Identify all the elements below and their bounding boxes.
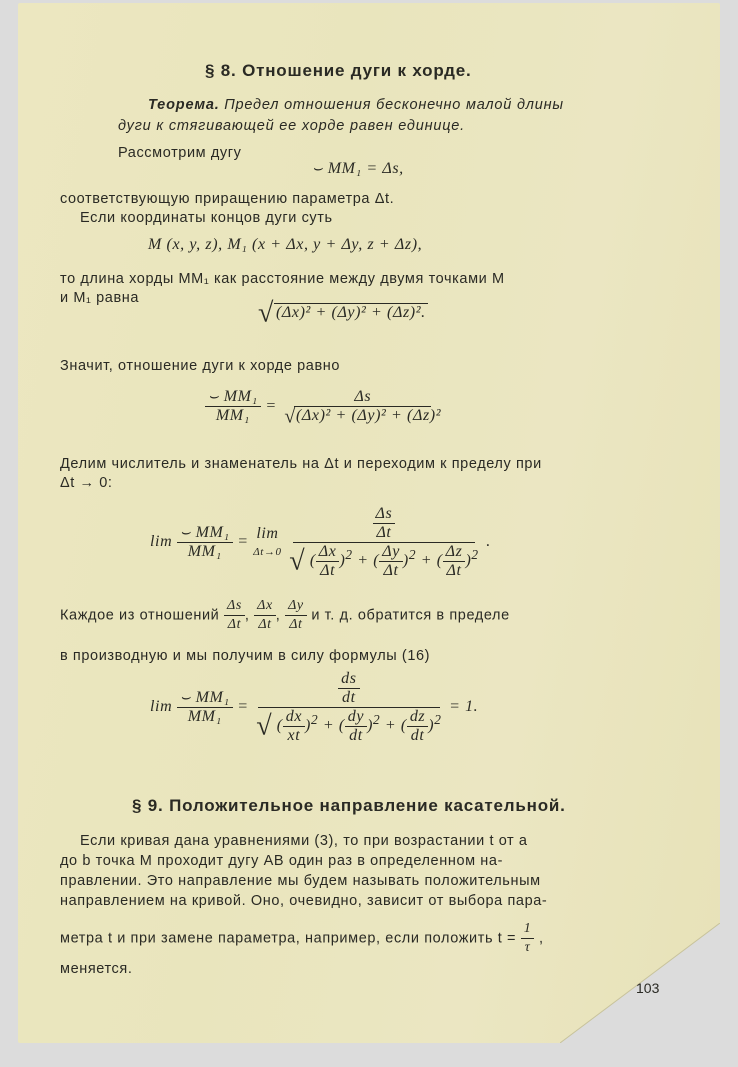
section-9-line-5: метра t и при замене параметра, например, если положить t = $\frac{1}{\tau}$ ,: [60, 921, 544, 955]
paragraph-2: соответствующую приращению параметра Δt.: [60, 191, 395, 207]
section-9-heading: § 9. Положительное направление касательной.: [132, 796, 566, 815]
section-9-final: меняется.: [60, 961, 133, 977]
equation-1: ⌣ MM₁ = Δs,: [312, 160, 404, 177]
section-9-line-2: до b точка M проходит дугу AB один раз в определенном на-: [60, 853, 504, 869]
equation-6: lim $\frac{\text{⌣ MM₁}}{\text{MM₁}}$ = $\frac{ds}{dt}$ √ ( $\frac{dx}{xt}$ )$^2$ + ( $\frac{dy}{dt}$ )$^2$ + ( $\frac{dz}{dt}$ )$^2$ = 1.: [150, 670, 479, 744]
equation-2: M (x, y, z), M₁ (x + Δx, y + Δy, z + Δz),: [148, 236, 423, 253]
section-9-line-4: направлением на кривой. Оно, очевидно, зависит от выбора пара-: [60, 893, 548, 909]
theorem-line-2: дуги к стягивающей ее хорде равен единице.: [118, 118, 465, 134]
paragraph-6-line-1: Делим числитель и знаменатель на Δt и переходим к пределу при: [60, 456, 542, 472]
paragraph-5: Значит, отношение дуги к хорде равно: [60, 358, 341, 374]
section-8-heading: § 8. Отношение дуги к хорде.: [205, 61, 472, 80]
equation-3: √ (Δx)² + (Δy)² + (Δz)².: [258, 297, 426, 329]
paragraph-7: Каждое из отношений $\frac{\Delta s}{\Delta t}$ , $\frac{\Delta x}{\Delta t}$ , $\frac{\Delta y}{\Delta t}$ и т. д. обратится в пределе: [60, 598, 510, 632]
paragraph-3: Если координаты концов дуги суть: [80, 210, 333, 226]
paragraph-6-line-2: Δt → 0:: [60, 475, 113, 491]
section-9-line-3: правлении. Это направление мы будем называть положительным: [60, 873, 541, 889]
section-9-line-1: Если кривая дана уравнениями (3), то при возрастании t от a: [80, 833, 528, 849]
page-number: 103: [636, 980, 660, 996]
paragraph-4-line-2: и M₁ равна: [60, 290, 140, 306]
paragraph-4-line-1: то длина хорды MM₁ как расстояние между двумя точками M: [60, 271, 505, 287]
theorem-label: Теорема.: [148, 97, 220, 113]
paragraph-8: в производную и мы получим в силу формулы (16): [60, 648, 431, 664]
radical-icon: √: [258, 297, 274, 329]
equation-4: $\frac{\text{⌣ MM₁}}{\text{MM₁}}$ = $\frac{\Delta s}{\text{√(Δx)² + (Δy)² + (Δz)²}}$: [205, 388, 444, 425]
theorem-line-1: Теорема. Предел отношения бесконечно малой длины: [148, 97, 564, 113]
equation-5: lim $\frac{\text{⌣ MM₁}}{\text{MM₁}}$ = lim Δt→0 $\frac{\Delta s}{\Delta t}$ √ ( $\frac{\Delta x}{\Delta t}$ )$^2$ + ( $\frac{\Delta y}{\Delta t}$ )$^2$ + ( $\frac{\Delta z}{\Delta t}$ )$^2$ .: [150, 505, 491, 579]
paragraph-1: Рассмотрим дугу: [118, 145, 242, 161]
